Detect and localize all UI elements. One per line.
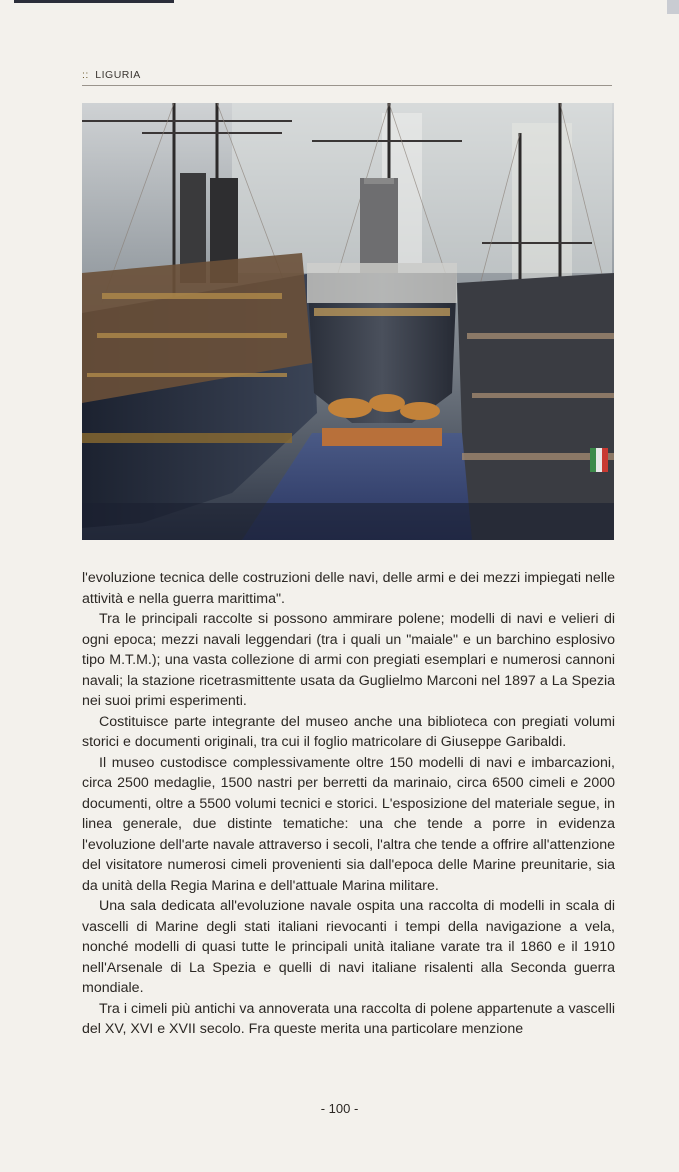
header-rule (82, 85, 612, 86)
paragraph: Il museo custodisce complessivamente oltre 150 modelli di navi e imbarcazioni, circa 2500 medaglie, 1500 nastri per berretti da marinaio, circa 6500 cimeli e 2000 documenti, oltre a 5500 volumi tecnici e storici. L'esposizione del materiale segue, in linea generale, due distinte tematiche: una che tende a porre in evidenza l'evoluzione dell'arte navale attraverso i secoli, l'altra che tende a offrire all'attenzione del visitatore numerosi cimeli provenienti sia dall'epoca delle Marine preunitarie, sia da unità della Regia Marina e dell'attuale Marina militare. (82, 754, 615, 894)
paragraph: Tra le principali raccolte si possono ammirare polene; modelli di navi e velieri di ogni epoca; mezzi navali leggendari (tra i quali un "maiale" e un barchino esplosivo tipo M.T.M.); una vasta collezione di armi con pregiati esemplari e numerosi cannoni navali; la stazione ricetrasmittente usata da Guglielmo Marconi nel 1897 a La Spezia nei suoi primi esperimenti. (82, 611, 615, 709)
running-header (82, 69, 612, 81)
paragraph: l'evoluzione tecnica delle costruzioni delle navi, delle armi e dei mezzi impiegati nelle attività e nella guerra marittima". (82, 570, 615, 607)
ship-models-photo (82, 103, 614, 540)
page-corner (667, 0, 679, 14)
article-body (82, 568, 615, 1040)
section-title: LIGURIA (95, 69, 141, 81)
paragraph: Tra i cimeli più antichi va annoverata una raccolta di polene appartenute a vascelli del XV, XVI e XVII secolo. Fra queste merita una particolare menzione (82, 1000, 615, 1037)
top-edge-bar (14, 0, 174, 3)
page-number: - 100 - (320, 1101, 359, 1116)
paragraph: Costituisce parte integrante del museo anche una biblioteca con pregiati volumi storici e documenti originali, tra cui il foglio matricolare di Giuseppe Garibaldi. (82, 713, 615, 750)
section-mark: :: (82, 69, 89, 81)
paragraph: Una sala dedicata all'evoluzione navale ospita una raccolta di modelli in scala di vascelli di Marine degli stati italiani rievocanti i tempi della navigazione a vela, nonché modelli di quasi tutte le principali unità italiane varate tra il 1860 e il 1910 nell'Arsenale di La Spezia e quelli di navi italiane risalenti alla Seconda guerra mondiale. (82, 898, 615, 996)
